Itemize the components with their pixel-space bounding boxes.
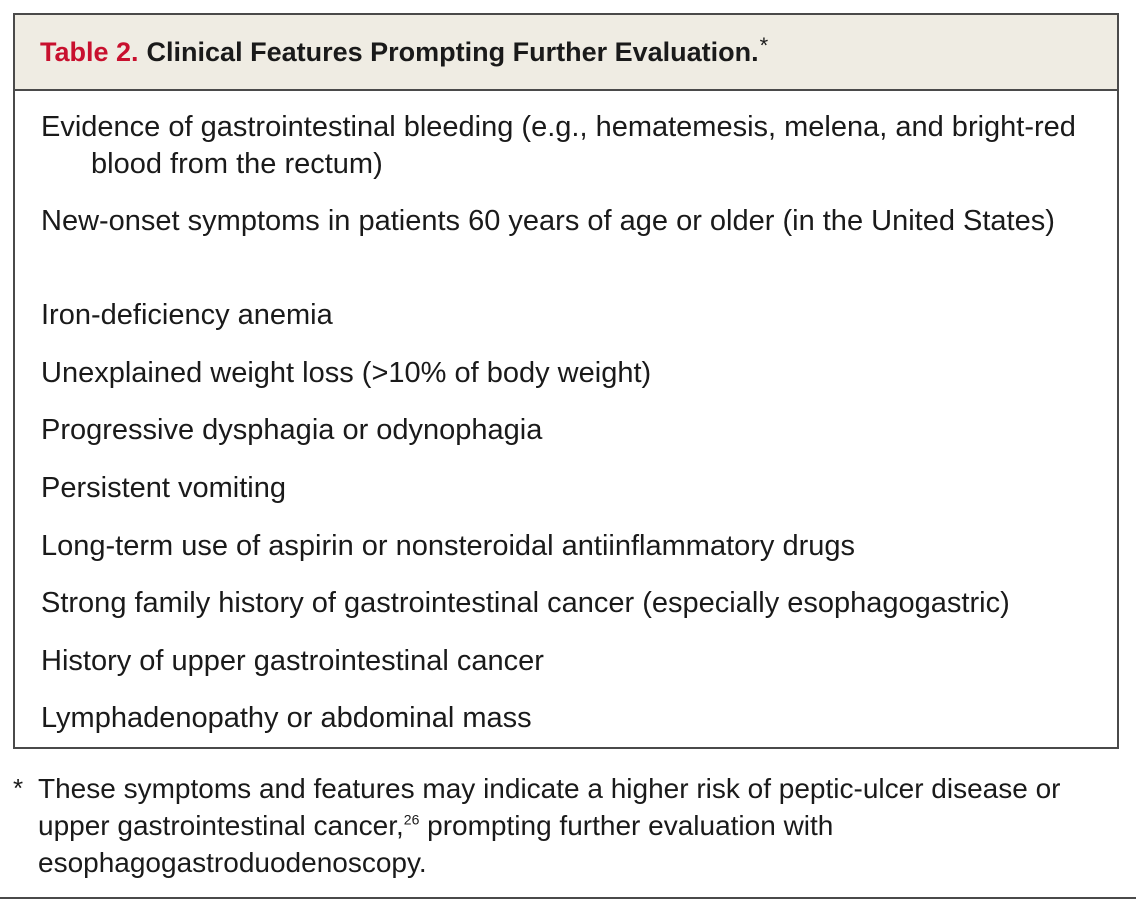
table-row: History of upper gastrointestinal cancer <box>41 645 544 677</box>
table-row: Persistent vomiting <box>41 472 286 504</box>
footnote-text-part2: prompting further evaluation with esophagogastroduodenoscopy. <box>38 810 834 878</box>
table-title: Clinical Features Prompting Further Evaluation. <box>146 36 759 67</box>
table-footnote-marker: * <box>759 33 769 58</box>
footnote-text <box>13 770 1093 881</box>
table-row: New-onset symptoms in patients 60 years of age or older (in the United States) <box>41 205 1055 237</box>
bottom-rule <box>0 897 1136 899</box>
table-row: Unexplained weight loss (>10% of body weight) <box>41 357 652 389</box>
table-header <box>15 15 1117 91</box>
table-row: Lymphadenopathy or abdominal mass <box>41 702 532 734</box>
clinical-features-table <box>13 13 1119 749</box>
table-row: Long-term use of aspirin or nonsteroidal antiinflammatory drugs <box>41 530 856 562</box>
table-footnote <box>13 770 1093 881</box>
table-row: Progressive dysphagia or odynophagia <box>41 414 543 446</box>
table-row: Strong family history of gastrointestinal cancer (especially esophagogastric) <box>41 587 1010 619</box>
footnote-text-part1: These symptoms and features may indicate a higher risk of peptic-ulcer disease or upper gastrointestinal cancer, <box>38 773 1061 841</box>
footnote-marker: * <box>13 773 24 803</box>
table-row: Iron-deficiency anemia <box>41 299 333 331</box>
table-label: Table 2. <box>40 36 139 67</box>
table-row: Evidence of gastrointestinal bleeding (e.g., hematemesis, melena, and bright-red blood from the rectum) <box>41 111 1076 180</box>
footnote-reference: 26 <box>403 811 420 828</box>
